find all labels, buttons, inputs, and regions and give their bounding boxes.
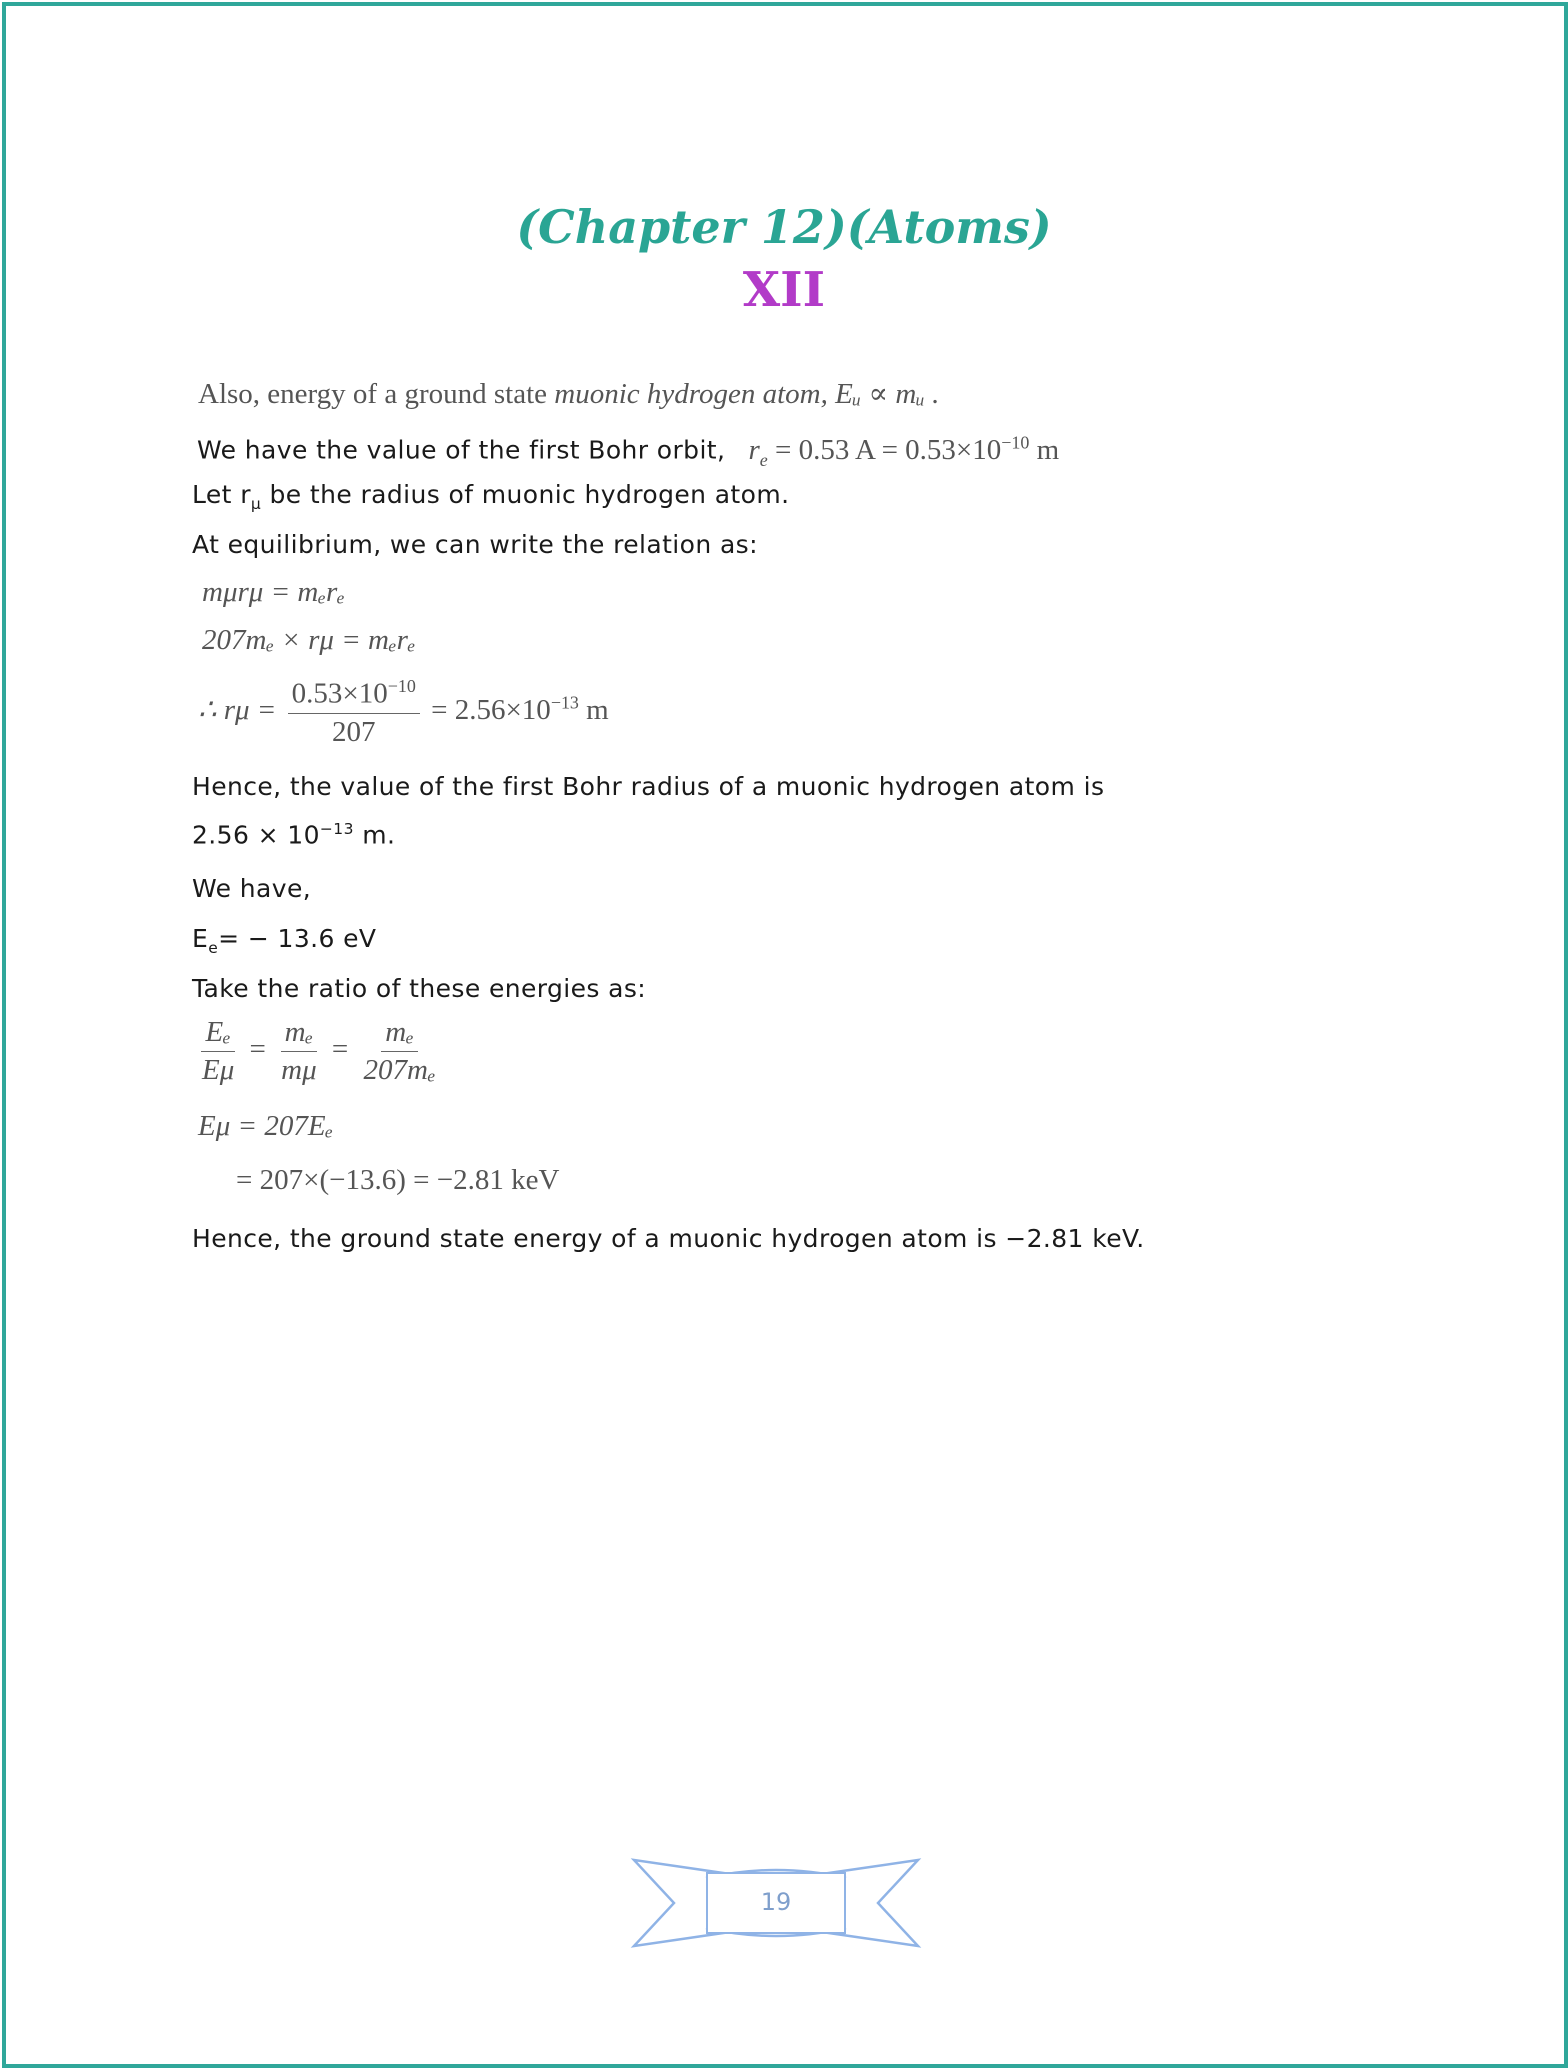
page-number: 19 bbox=[760, 1888, 792, 1916]
we-have-text: We have, bbox=[192, 874, 312, 903]
equation-2: 207mₑ × rμ = mₑrₑ bbox=[202, 624, 416, 656]
equation-1: mμrμ = mₑrₑ bbox=[202, 576, 345, 608]
ratio-fraction-1: $\frac{\text{Eₑ}}{E\mu}$ bbox=[202, 1016, 235, 1086]
bohr-orbit-line bbox=[197, 432, 1059, 470]
equation-3-rhs: = $2.56\times 10^{-13}$ m bbox=[431, 692, 609, 726]
intro-text: Also, energy of a ground state bbox=[198, 378, 555, 410]
ratio-fraction-3: $\frac{\text{mₑ}}{\text{207mₑ}}$ bbox=[363, 1016, 436, 1086]
muon-energy-relation: Eμ = 207Eₑ bbox=[198, 1110, 334, 1142]
bohr-orbit-equation: $r_e = 0.53$ $A = 0.53\times 10^{-10}$ m bbox=[748, 432, 1060, 470]
radius-definition: Let $r_\mu$ be the radius of muonic hydrogen atom. bbox=[192, 480, 790, 513]
class-label: XII bbox=[742, 262, 826, 318]
intro-relation: , Eᵤ ∝ mᵤ . bbox=[820, 378, 940, 410]
ratio-equation: $\frac{\text{Eₑ}}{E\mu}$ = $\frac{\text{mₑ}}{m\mu}$ = $\frac{\text{mₑ}}{\text{207mₑ}}$ bbox=[194, 1016, 444, 1087]
bohr-orbit-label: We have the value of the first Bohr orbit, bbox=[197, 435, 726, 465]
muon-energy-value: = 207×(−13.6) = −2.81 keV bbox=[236, 1164, 560, 1196]
equation-3 bbox=[198, 676, 609, 749]
electron-energy: $E_e= - 13.6$ eV bbox=[192, 924, 377, 957]
conclusion-radius-line1: Hence, the value of the first Bohr radius of a muonic hydrogen atom is bbox=[192, 772, 1105, 801]
chapter-title: (Chapter 12)(Atoms) bbox=[516, 200, 1052, 254]
intro-italic: muonic hydrogen atom bbox=[554, 378, 821, 410]
conclusion-radius-line2: $2.56 \times 10^{-13}$ m. bbox=[192, 820, 396, 850]
equation-3-fraction: $\frac{0.53\times 10^{-10}}{207}$ bbox=[288, 676, 420, 749]
intro-line bbox=[198, 376, 939, 411]
equation-3-lhs: ∴ rμ = bbox=[198, 693, 277, 726]
conclusion-energy: Hence, the ground state energy of a muonic hydrogen atom is −2.81 keV. bbox=[192, 1224, 1145, 1253]
ratio-text: Take the ratio of these energies as: bbox=[192, 974, 647, 1003]
equilibrium-text: At equilibrium, we can write the relation as: bbox=[192, 530, 758, 559]
ratio-fraction-2: $\frac{\text{mₑ}}{m\mu}$ bbox=[281, 1016, 317, 1086]
